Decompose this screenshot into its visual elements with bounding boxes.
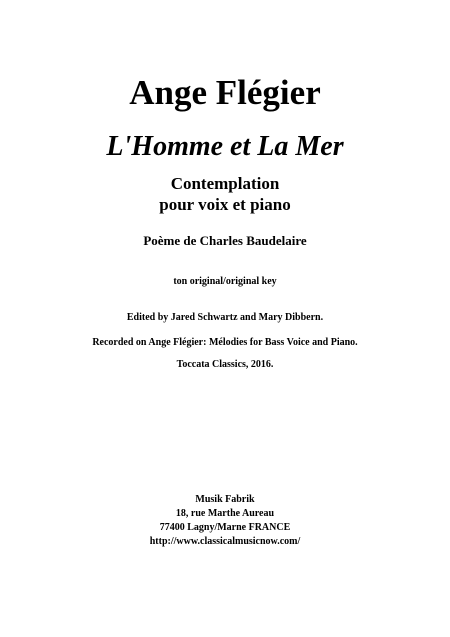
poem-credit: Poème de Charles Baudelaire xyxy=(143,233,307,248)
editor-credit: Edited by Jared Schwartz and Mary Dibbern. xyxy=(126,312,324,323)
publisher-url[interactable]: http://www.classicalmusicnow.com/ xyxy=(149,536,301,547)
publisher-street: 18, rue Marthe Aureau xyxy=(175,508,275,519)
record-label: Toccata Classics, 2016. xyxy=(176,359,274,370)
work-subtitle: Contemplation xyxy=(170,174,280,193)
work-title: L'Homme et La Mer xyxy=(106,131,344,162)
publisher-name: Musik Fabrik xyxy=(195,494,255,505)
instrumentation: pour voix et piano xyxy=(159,195,291,214)
recording-credit: Recorded on Ange Flégier: Mélodies for Bass Voice and Piano. xyxy=(92,337,358,348)
key-note: ton original/original key xyxy=(173,276,277,287)
publisher-city: 77400 Lagny/Marne FRANCE xyxy=(159,522,291,533)
composer-name: Ange Flégier xyxy=(129,73,321,112)
